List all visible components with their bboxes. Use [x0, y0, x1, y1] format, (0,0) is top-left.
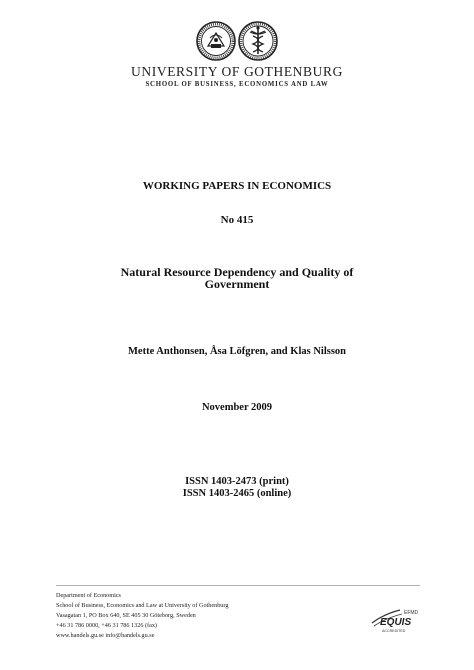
authors: Mette Anthonsen, Åsa Löfgren, and Klas Nilsson — [128, 346, 346, 357]
university-seal-icon — [196, 20, 236, 62]
paper-title — [0, 266, 474, 290]
issn-block — [0, 476, 474, 500]
footer-line: +46 31 786 0000, +46 31 786 1326 (fax) — [56, 622, 157, 629]
badge-efmd: EFMD — [404, 610, 419, 616]
footer-line: School of Business, Economics and Law at University of Gothenburg — [56, 602, 229, 609]
paper-number: No 415 — [220, 214, 254, 226]
publication-date: November 2009 — [201, 402, 273, 413]
caduceus-seal-icon — [238, 20, 278, 62]
badge-equis: EQUIS — [380, 617, 412, 628]
badge-accredited: ACCREDITED — [382, 629, 406, 633]
issn-print: ISSN 1403-2473 (print) — [185, 476, 289, 487]
university-name: UNIVERSITY OF GOTHENBURG — [131, 64, 343, 79]
footer-divider — [56, 585, 420, 586]
equis-accreditation-badge — [370, 606, 420, 634]
footer-line: Vasagatan 1, PO Box 640, SE 405 30 Göteborg, Sweden — [56, 612, 196, 619]
footer-line: Department of Economics — [56, 592, 121, 599]
footer-address — [56, 591, 356, 641]
paper-title-line-1: Natural Resource Dependency and Quality of — [120, 265, 354, 279]
paper-title-line-2: Government — [204, 277, 270, 291]
issn-online: ISSN 1403-2465 (online) — [182, 488, 292, 499]
school-name: SCHOOL OF BUSINESS, ECONOMICS AND LAW — [145, 81, 329, 88]
logo-row — [0, 20, 474, 64]
series-title: WORKING PAPERS IN ECONOMICS — [142, 180, 332, 192]
footer-line: www.handels.gu.se info@handels.gu.se — [56, 632, 155, 639]
